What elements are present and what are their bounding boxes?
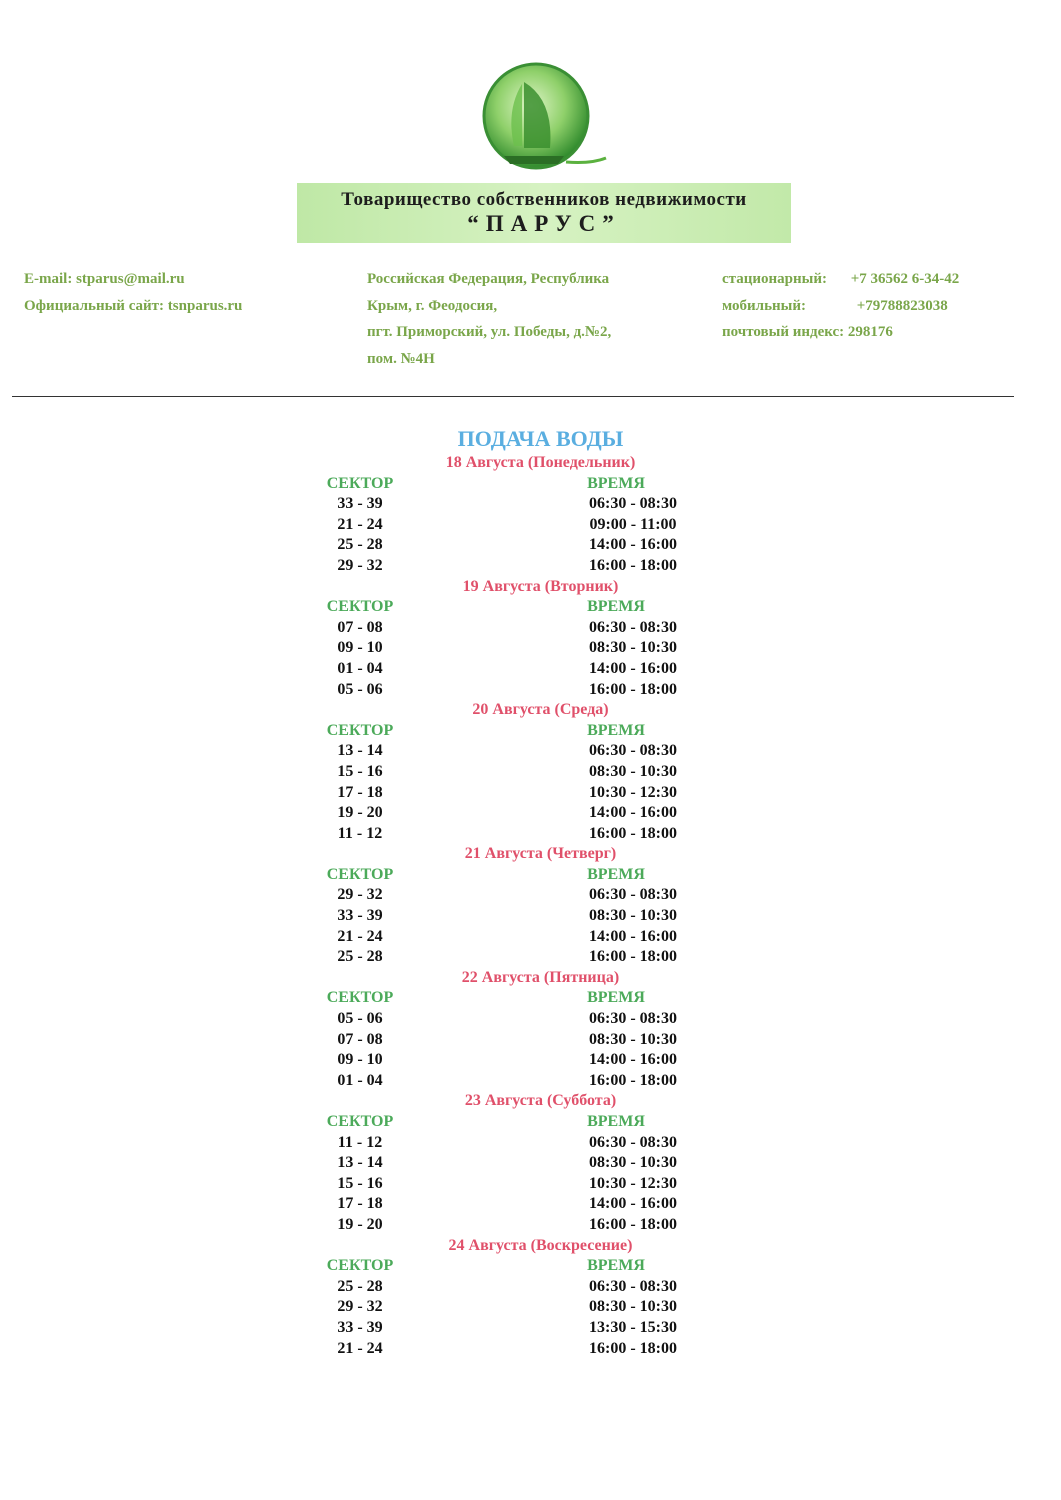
time-cell: 16:00 - 18:00 <box>589 680 677 698</box>
sector-column-header: СЕКТОР <box>326 865 394 883</box>
sector-cell: 21 - 24 <box>337 515 383 533</box>
time-cell: 14:00 - 16:00 <box>589 659 677 677</box>
schedule-title: ПОДАЧА ВОДЫ <box>457 426 624 451</box>
time-cell: 16:00 - 18:00 <box>589 1339 677 1357</box>
schedule-row <box>0 885 1061 906</box>
sector-cell: 11 - 12 <box>337 824 383 842</box>
schedule-row <box>0 1050 1061 1071</box>
time-cell: 06:30 - 08:30 <box>589 618 677 636</box>
sector-cell: 17 - 18 <box>337 783 383 801</box>
time-column-header: ВРЕМЯ <box>587 865 645 883</box>
time-cell: 16:00 - 18:00 <box>589 1215 677 1233</box>
time-column-header: ВРЕМЯ <box>587 1257 645 1275</box>
landline-value: +7 36562 6-34-42 <box>850 271 960 287</box>
schedule-row <box>0 1277 1061 1298</box>
time-cell: 06:30 - 08:30 <box>589 1133 677 1151</box>
time-cell: 16:00 - 18:00 <box>589 824 677 842</box>
schedule-row <box>0 927 1061 948</box>
time-cell: 14:00 - 16:00 <box>589 536 677 554</box>
sector-cell: 33 - 39 <box>337 1318 383 1336</box>
water-supply-schedule <box>0 425 1061 1359</box>
time-column-header: ВРЕМЯ <box>587 1113 645 1130</box>
time-cell: 09:00 - 11:00 <box>589 515 677 533</box>
website-line: Официальный сайт: tsnparus.ru <box>24 297 243 314</box>
schedule-row <box>0 515 1061 536</box>
schedule-row <box>0 1297 1061 1318</box>
time-cell: 06:30 - 08:30 <box>589 886 677 904</box>
time-cell: 08:30 - 10:30 <box>589 1298 677 1316</box>
day-title: 20 Августа (Среда) <box>472 701 609 719</box>
column-header-row <box>0 1256 1061 1277</box>
schedule-row <box>0 638 1061 659</box>
sector-cell: 25 - 28 <box>337 536 383 554</box>
landline-label: стационарный: <box>722 271 827 287</box>
schedule-row <box>0 1318 1061 1339</box>
schedule-row <box>0 906 1061 927</box>
sector-cell: 17 - 18 <box>337 1195 383 1213</box>
sector-cell: 15 - 16 <box>337 1174 383 1192</box>
address-line: Крым, г. Феодосия, <box>367 297 498 314</box>
sailboat-logo-icon <box>466 60 616 175</box>
time-cell: 06:30 - 08:30 <box>589 1010 677 1028</box>
address-line: пом. №4Н <box>367 350 435 367</box>
sector-cell: 19 - 20 <box>337 1215 383 1233</box>
day-block <box>0 700 1061 844</box>
time-cell: 08:30 - 10:30 <box>589 1030 677 1048</box>
time-cell: 06:30 - 08:30 <box>589 742 677 760</box>
schedule-row <box>0 494 1061 515</box>
sector-cell: 05 - 06 <box>337 1010 383 1028</box>
schedule-row <box>0 1215 1061 1236</box>
mobile-line <box>722 293 959 320</box>
schedule-row <box>0 556 1061 577</box>
column-header-row <box>0 474 1061 495</box>
sector-cell: 09 - 10 <box>337 1051 383 1069</box>
postcode-value: 298176 <box>847 324 893 340</box>
schedule-row <box>0 1153 1061 1174</box>
day-block <box>0 844 1061 968</box>
time-column-header: ВРЕМЯ <box>587 721 645 739</box>
contacts-left <box>24 266 242 319</box>
postcode-line <box>722 319 959 346</box>
time-cell: 06:30 - 08:30 <box>589 495 677 513</box>
sector-column-header: СЕКТОР <box>326 989 394 1007</box>
schedule-row <box>0 1194 1061 1215</box>
day-title: 22 Августа (Пятница) <box>461 968 620 986</box>
organization-banner <box>297 183 791 243</box>
sector-cell: 11 - 12 <box>337 1133 383 1151</box>
sector-cell: 21 - 24 <box>337 1339 383 1357</box>
column-header-row <box>0 597 1061 618</box>
day-block <box>0 1236 1061 1360</box>
time-cell: 08:30 - 10:30 <box>589 639 677 657</box>
day-block <box>0 968 1061 1092</box>
column-header-row <box>0 988 1061 1009</box>
time-cell: 14:00 - 16:00 <box>589 1051 677 1069</box>
time-cell: 06:30 - 08:30 <box>589 1277 677 1295</box>
day-title: 19 Августа (Вторник) <box>462 577 619 595</box>
day-title: 21 Августа (Четверг) <box>464 845 617 863</box>
time-cell: 13:30 - 15:30 <box>589 1318 677 1336</box>
address-line: пгт. Приморский, ул. Победы, д.№2, <box>367 324 612 340</box>
sector-cell: 07 - 08 <box>337 1030 383 1048</box>
sector-cell: 15 - 16 <box>337 762 383 780</box>
time-cell: 10:30 - 12:30 <box>589 1174 677 1192</box>
schedule-row <box>0 1174 1061 1195</box>
day-title: 18 Августа (Понедельник) <box>445 454 636 471</box>
schedule-row <box>0 659 1061 680</box>
email-line: E-mail: stparus@mail.ru <box>24 271 185 287</box>
schedule-row <box>0 618 1061 639</box>
time-cell: 14:00 - 16:00 <box>589 927 677 945</box>
schedule-row <box>0 1009 1061 1030</box>
schedule-row <box>0 1133 1061 1154</box>
sector-cell: 29 - 32 <box>337 556 383 574</box>
time-cell: 14:00 - 16:00 <box>589 804 677 822</box>
time-cell: 08:30 - 10:30 <box>589 907 677 925</box>
day-block <box>0 577 1061 701</box>
sector-cell: 19 - 20 <box>337 804 383 822</box>
sector-cell: 29 - 32 <box>337 1298 383 1316</box>
day-block <box>0 1091 1061 1235</box>
sector-cell: 33 - 39 <box>337 907 383 925</box>
schedule-row <box>0 824 1061 845</box>
time-cell: 16:00 - 18:00 <box>589 948 677 966</box>
sector-cell: 29 - 32 <box>337 886 383 904</box>
address-line: Российская Федерация, Республика <box>367 271 610 287</box>
column-header-row <box>0 1112 1061 1133</box>
schedule-days <box>0 453 1061 1359</box>
sector-cell: 13 - 14 <box>337 1154 383 1172</box>
time-cell: 08:30 - 10:30 <box>589 1154 677 1172</box>
header-divider <box>12 396 1014 397</box>
sector-column-header: СЕКТОР <box>326 1113 394 1130</box>
sector-column-header: СЕКТОР <box>326 1257 394 1275</box>
sector-cell: 09 - 10 <box>337 639 383 657</box>
time-column-header: ВРЕМЯ <box>587 474 645 492</box>
sector-cell: 25 - 28 <box>337 948 383 966</box>
day-title: 23 Августа (Суббота) <box>464 1092 617 1110</box>
sector-column-header: СЕКТОР <box>326 474 394 492</box>
schedule-row <box>0 762 1061 783</box>
schedule-row <box>0 1071 1061 1092</box>
schedule-row <box>0 803 1061 824</box>
sector-cell: 01 - 04 <box>337 659 383 677</box>
postcode-label: почтовый индекс: <box>722 324 845 340</box>
sector-cell: 01 - 04 <box>337 1071 383 1089</box>
time-column-header: ВРЕМЯ <box>587 989 645 1007</box>
sector-cell: 07 - 08 <box>337 618 383 636</box>
schedule-row <box>0 741 1061 762</box>
contacts-address <box>367 266 611 372</box>
contacts-phones <box>722 266 959 346</box>
mobile-label: мобильный: <box>722 297 807 314</box>
column-header-row <box>0 721 1061 742</box>
organization-name-line1: Товарищество собственников недвижимости <box>341 189 747 210</box>
schedule-row <box>0 1030 1061 1051</box>
sector-cell: 25 - 28 <box>337 1277 383 1295</box>
mobile-value: +79788823038 <box>856 297 948 314</box>
schedule-row <box>0 680 1061 701</box>
landline-line <box>722 266 959 293</box>
time-cell: 08:30 - 10:30 <box>589 762 677 780</box>
sector-cell: 33 - 39 <box>337 495 383 513</box>
time-cell: 10:30 - 12:30 <box>589 783 677 801</box>
time-cell: 14:00 - 16:00 <box>589 1195 677 1213</box>
schedule-row <box>0 947 1061 968</box>
time-cell: 16:00 - 18:00 <box>589 556 677 574</box>
sector-column-header: СЕКТОР <box>326 721 394 739</box>
schedule-row <box>0 1339 1061 1360</box>
sector-column-header: СЕКТОР <box>326 598 394 616</box>
time-column-header: ВРЕМЯ <box>587 598 645 616</box>
schedule-row <box>0 783 1061 804</box>
schedule-row <box>0 535 1061 556</box>
day-title: 24 Августа (Воскресение) <box>448 1236 633 1254</box>
organization-name-line2: “ПАРУС” <box>467 211 621 236</box>
sector-cell: 21 - 24 <box>337 927 383 945</box>
time-cell: 16:00 - 18:00 <box>589 1071 677 1089</box>
sector-cell: 13 - 14 <box>337 742 383 760</box>
sector-cell: 05 - 06 <box>337 680 383 698</box>
day-block <box>0 453 1061 577</box>
column-header-row <box>0 865 1061 886</box>
